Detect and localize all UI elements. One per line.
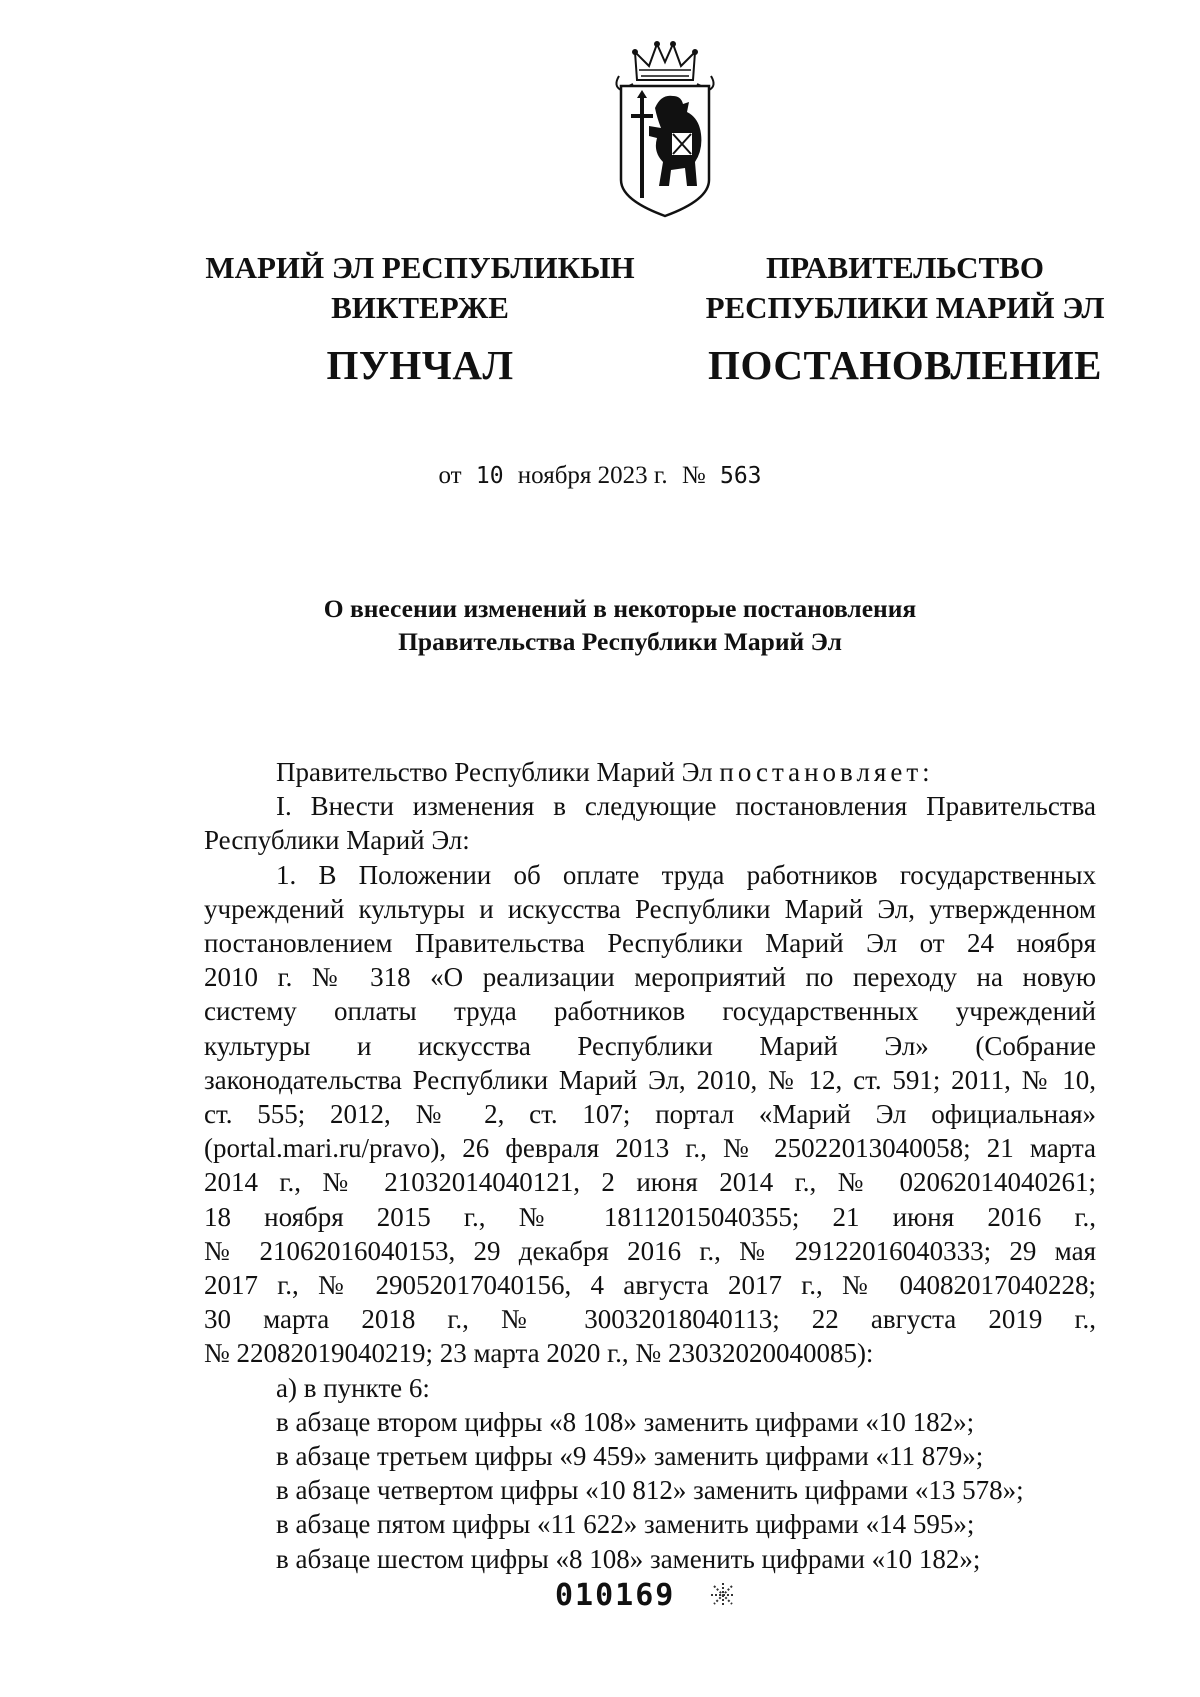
header-left-org-line2: ВИКТЕРЖЕ xyxy=(331,290,509,325)
dateline-month-year: ноября 2023 г. xyxy=(517,462,668,489)
body-line: 2010 г. № 318 «О реализации мероприятий по переходу на новую xyxy=(204,962,1096,993)
body-line: систему оплаты труда работников государственных учреждений xyxy=(204,996,1096,1027)
dateline-day: 10 xyxy=(475,463,504,489)
body-line: 2014 г., № 21032014040121, 2 июня 2014 г., № 02062014040261; xyxy=(204,1167,1096,1198)
body-line: 18 ноября 2015 г., № 18112015040355; 21 июня 2016 г., xyxy=(204,1201,1096,1232)
dateline-number: 563 xyxy=(719,463,762,489)
title-line-1: О внесении изменений в некоторые постановления xyxy=(323,594,917,623)
header-right-doc-type: ПОСТАНОВЛЕНИЕ xyxy=(708,342,1102,388)
body-intro-text: Правительство Республики Марий Эл xyxy=(276,757,720,787)
body-line: в абзаце пятом цифры «11 622» заменить цифрами «14 595»; xyxy=(276,1509,975,1540)
body-line: в абзаце четвертом цифры «10 812» заменить цифрами «13 578»; xyxy=(276,1475,1024,1506)
header-left-org-line1: МАРИЙ ЭЛ РЕСПУБЛИКЫН xyxy=(205,250,635,285)
header-left-doc-type: ПУНЧАЛ xyxy=(326,342,514,388)
body-line: в абзаце втором цифры «8 108» заменить цифрами «10 182»; xyxy=(276,1406,975,1437)
dateline-prefix: от xyxy=(438,462,462,489)
header-right-block xyxy=(690,248,1120,390)
dateline-number-sign: № xyxy=(681,462,706,489)
header-right-org-line1: ПРАВИТЕЛЬСТВО xyxy=(766,250,1044,285)
body-line: Республики Марий Эл: xyxy=(204,825,470,856)
title-line-2: Правительства Республики Марий Эл xyxy=(398,627,842,656)
header-right-org-line2: РЕСПУБЛИКИ МАРИЙ ЭЛ xyxy=(705,290,1105,325)
body-line: 2017 г., № 29052017040156, 4 августа 2017 г., № 04082017040228; xyxy=(204,1270,1096,1301)
body-line: № 22082019040219; 23 марта 2020 г., № 23032020040085): xyxy=(204,1338,874,1369)
body-line: I. Внести изменения в следующие постановления Правительства xyxy=(276,791,1096,822)
body-intro-verb: постановляет: xyxy=(719,757,934,787)
form-serial-number: 010169 xyxy=(555,1578,676,1613)
body-line: 1. В Положении об оплате труда работников государственных xyxy=(276,859,1096,890)
body-line: ст. 555; 2012, № 2, ст. 107; портал «Марий Эл официальная» xyxy=(204,1099,1096,1130)
body-line: № 21062016040153, 29 декабря 2016 г., № 29122016040333; 29 мая xyxy=(204,1235,1096,1266)
body-line: а) в пункте 6: xyxy=(276,1372,430,1403)
asterisk-stamp-icon xyxy=(708,1580,738,1610)
body-line: постановлением Правительства Республики Марий Эл от 24 ноября xyxy=(204,928,1096,959)
body-line: законодательства Республики Марий Эл, 2010, № 12, ст. 591; 2011, № 10, xyxy=(204,1064,1096,1095)
header-left-block xyxy=(185,248,655,390)
body-line: культуры и искусства Республики Марий Эл» (Собрание xyxy=(204,1030,1096,1061)
body-line: (portal.mari.ru/pravo), 26 февраля 2013 г., № 25022013040058; 21 марта xyxy=(204,1133,1096,1164)
document-body xyxy=(204,755,1096,1576)
body-line: 30 марта 2018 г., № 30032018040113; 22 августа 2019 г., xyxy=(204,1304,1096,1335)
document-dateline xyxy=(0,462,1200,490)
body-line: учреждений культуры и искусства Республики Марий Эл, утвержденном xyxy=(204,893,1096,924)
body-intro xyxy=(204,755,1096,789)
coat-of-arms-mari-el-icon xyxy=(605,40,725,218)
body-line: в абзаце третьем цифры «9 459» заменить цифрами «11 879»; xyxy=(276,1441,984,1472)
document-title xyxy=(200,592,1040,658)
body-line: в абзаце шестом цифры «8 108» заменить цифрами «10 182»; xyxy=(276,1543,981,1574)
